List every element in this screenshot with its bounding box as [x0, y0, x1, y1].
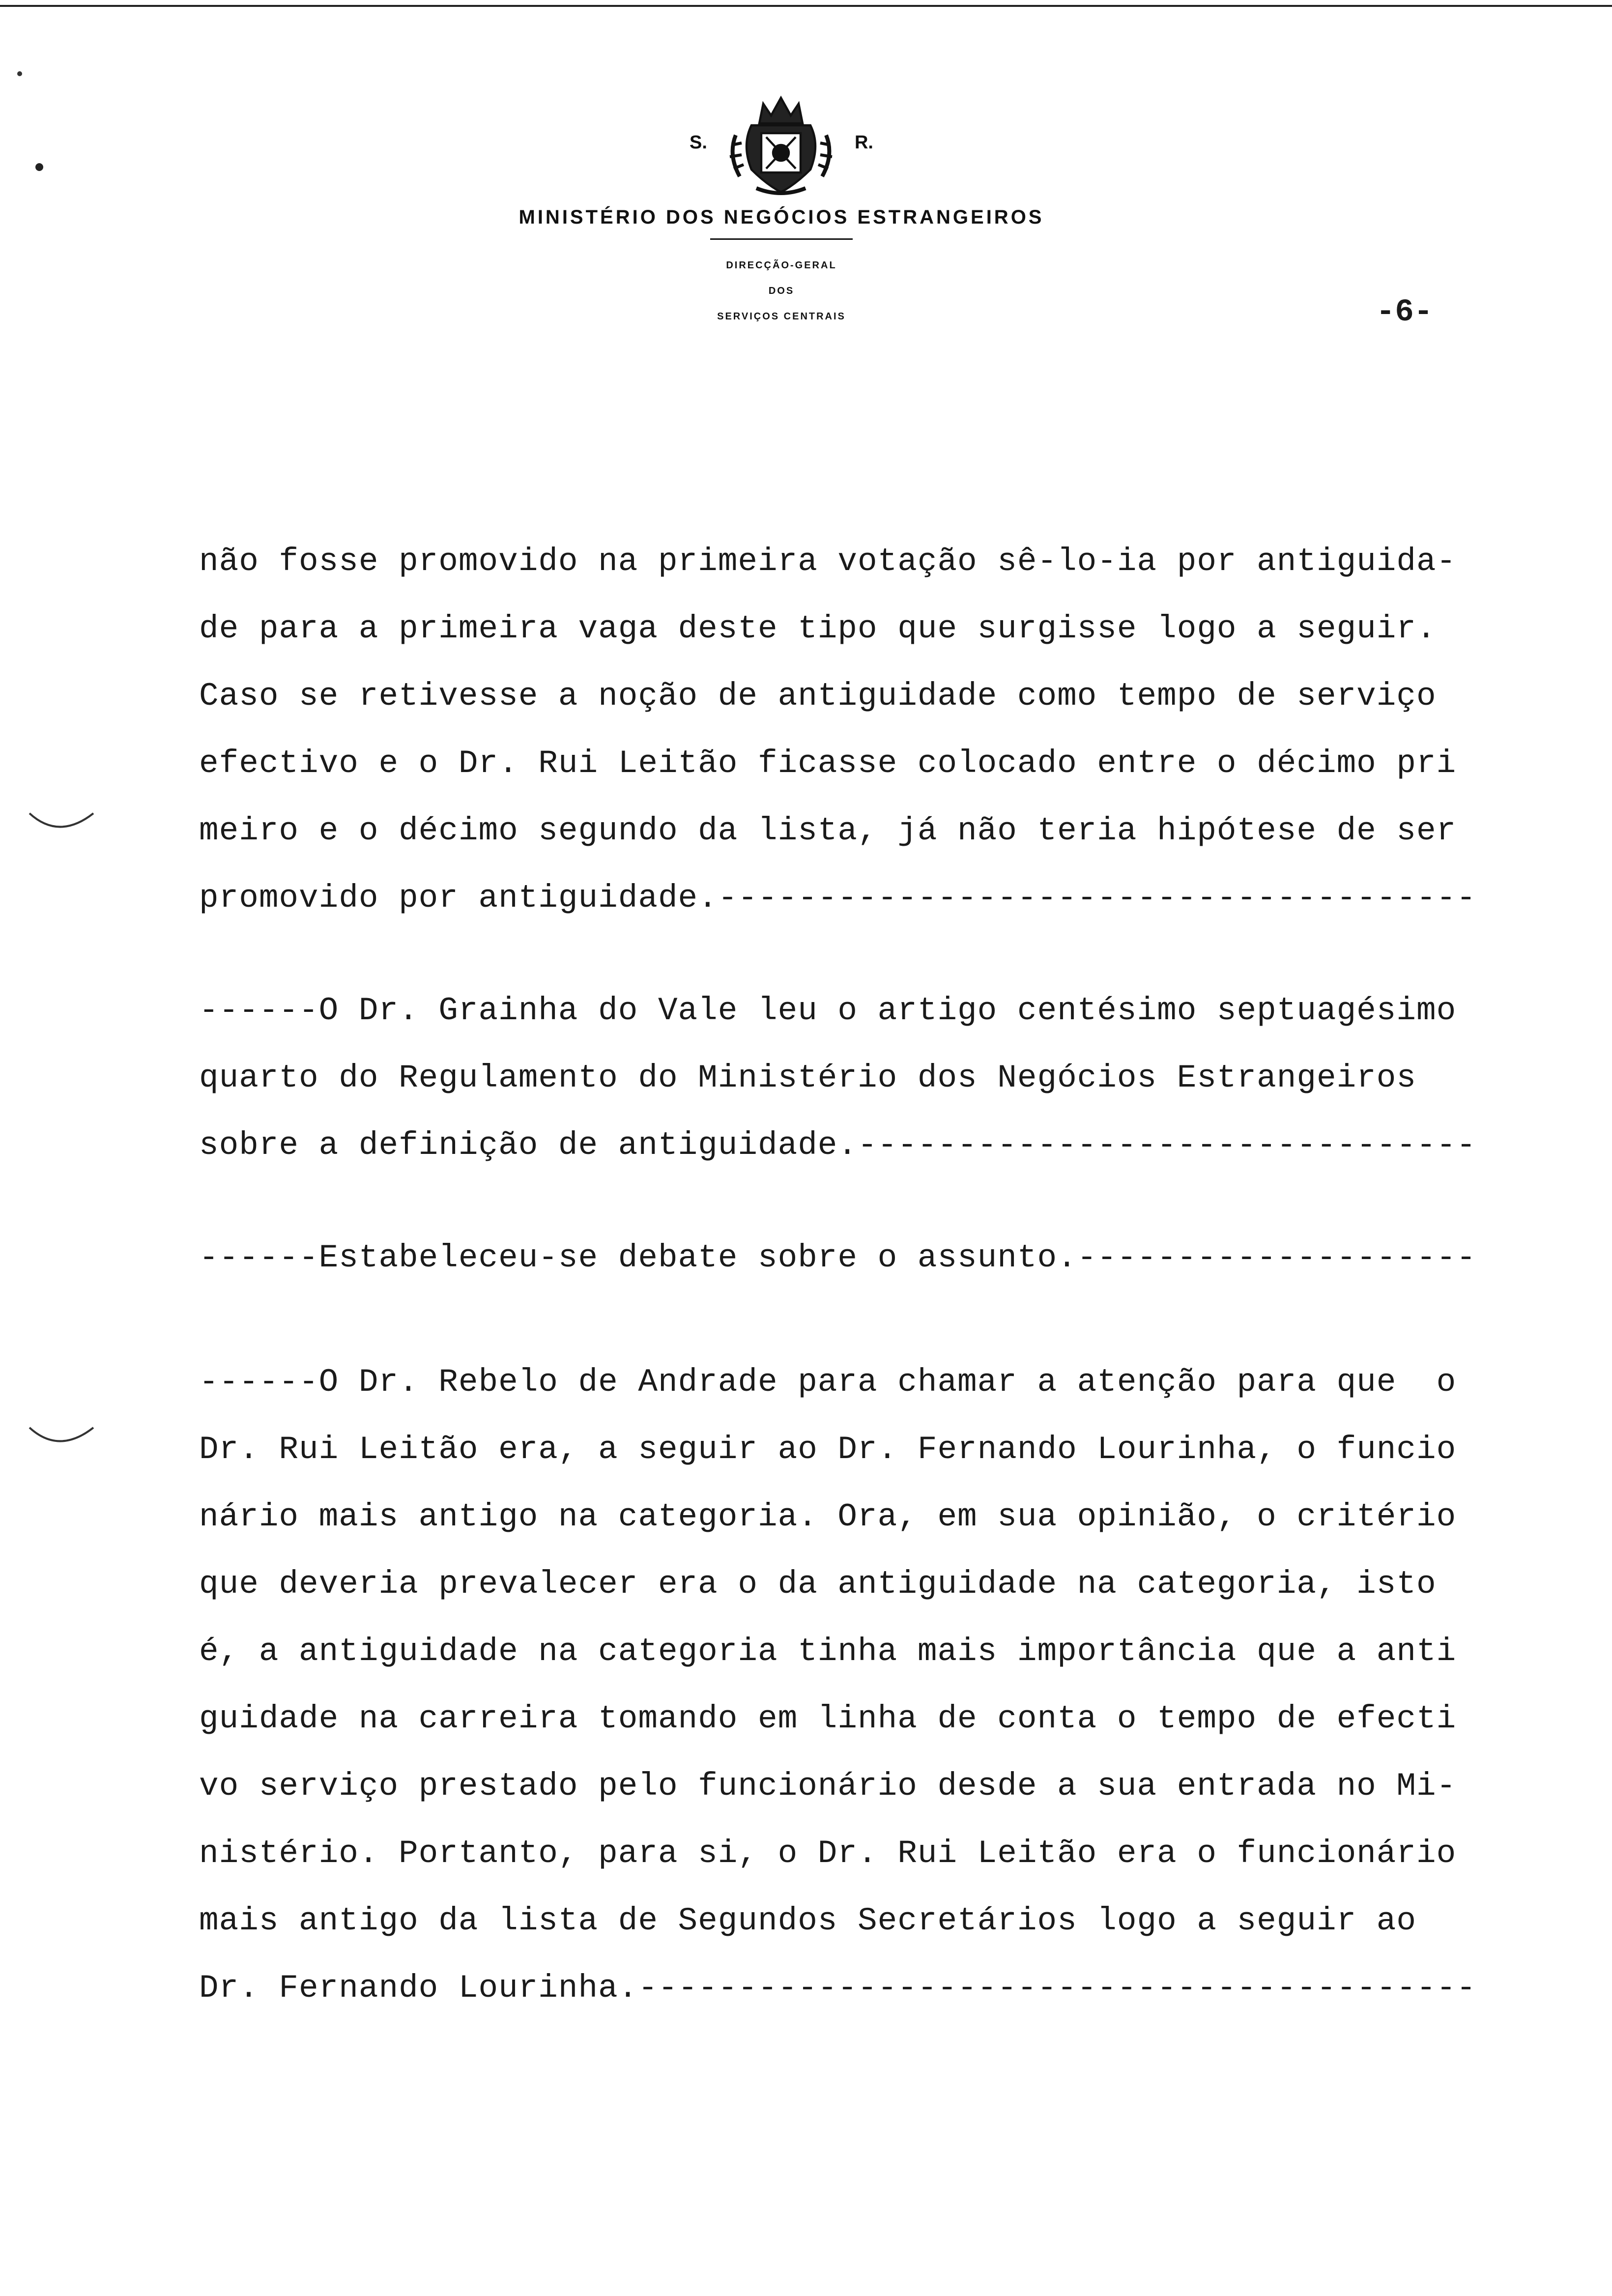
- text-line: ------Estabeleceu-se debate sobre o assunto.--------------------: [199, 1239, 1476, 1276]
- text-line: de para a primeira vaga deste tipo que surgisse logo a seguir.: [199, 610, 1437, 647]
- letterhead-rule: [710, 238, 853, 240]
- crest-row: [442, 84, 1121, 201]
- s-letter: S.: [690, 132, 707, 153]
- text-line: guidade na carreira tomando em linha de conta o tempo de efecti: [199, 1700, 1457, 1737]
- document-body: [199, 545, 1487, 2039]
- text-line: Dr. Fernando Lourinha.------------------------------------------: [199, 1970, 1476, 2007]
- letterhead: [442, 84, 1121, 329]
- ministry-name: MINISTÉRIO DOS NEGÓCIOS ESTRANGEIROS: [518, 206, 1044, 228]
- page-top-edge-line: [0, 5, 1612, 7]
- text-line: promovido por antiguidade.--------------------------------------: [199, 880, 1476, 917]
- text-line: quarto do Regulamento do Ministério dos Negócios Estrangeiros: [199, 1060, 1416, 1096]
- text-line: sobre a definição de antiguidade.-------------------------------: [199, 1127, 1476, 1164]
- coat-of-arms-icon: [722, 86, 840, 199]
- paragraph-1: [199, 545, 1487, 949]
- department-line-1: DIRECÇÃO-GERAL: [726, 260, 837, 271]
- paragraph-3: [199, 1239, 1487, 1309]
- paragraph-4: [199, 1366, 1487, 2039]
- r-letter: R.: [854, 132, 873, 153]
- scan-speck-2: [29, 157, 49, 177]
- scan-speck-1: [10, 64, 29, 84]
- punch-hole-shadow-1: [25, 806, 98, 840]
- text-line: nistério. Portanto, para si, o Dr. Rui Leitão era o funcionário: [199, 1835, 1457, 1872]
- paragraph-gap: [199, 949, 1487, 995]
- text-line: efectivo e o Dr. Rui Leitão ficasse colocado entre o décimo pri: [199, 745, 1457, 782]
- text-line: não fosse promovido na primeira votação sê-lo-ia por antiguida-: [199, 543, 1457, 580]
- text-line: mais antigo da lista de Segundos Secretários logo a seguir ao: [199, 1902, 1416, 1939]
- page-number: -6-: [1376, 295, 1433, 330]
- text-line: Dr. Rui Leitão era, a seguir ao Dr. Fernando Lourinha, o funcio: [199, 1431, 1457, 1468]
- text-line: é, a antiguidade na categoria tinha mais importância que a anti: [199, 1633, 1457, 1670]
- paragraph-gap: [199, 1197, 1487, 1242]
- text-line: nário mais antigo na categoria. Ora, em sua opinião, o critério: [199, 1498, 1457, 1535]
- department-line-2: DOS: [768, 286, 795, 296]
- text-line: ------O Dr. Rebelo de Andrade para chamar a atenção para que o: [199, 1364, 1457, 1401]
- punch-hole-shadow-2: [25, 1420, 98, 1455]
- text-line: Caso se retivesse a noção de antiguidade como tempo de serviço: [199, 678, 1437, 715]
- text-line: ------O Dr. Grainha do Vale leu o artigo centésimo septuagésimo: [199, 992, 1457, 1029]
- paragraph-2: [199, 992, 1487, 1197]
- text-line: vo serviço prestado pelo funcionário desde a sua entrada no Mi-: [199, 1768, 1457, 1805]
- department-line-3: SERVIÇOS CENTRAIS: [717, 311, 846, 322]
- paragraph-gap: [199, 1309, 1487, 1366]
- text-line: que deveria prevalecer era o da antiguidade na categoria, isto: [199, 1566, 1437, 1603]
- text-line: meiro e o décimo segundo da lista, já não teria hipótese de ser: [199, 812, 1457, 849]
